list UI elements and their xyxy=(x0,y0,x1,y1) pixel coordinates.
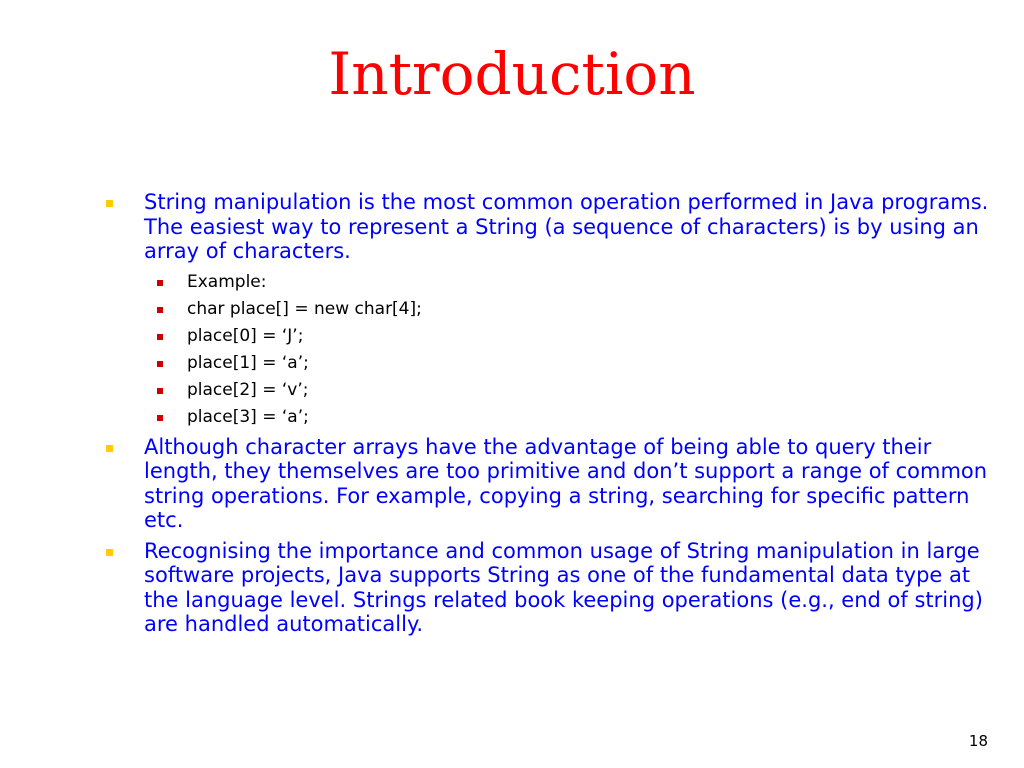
slide-title: Introduction xyxy=(328,40,696,108)
sub-bullet-text: place[0] = ‘J’; xyxy=(187,325,304,346)
sub-bullet-item xyxy=(102,350,992,377)
square-bullet-icon xyxy=(106,549,113,556)
bullet-item xyxy=(102,190,992,264)
square-bullet-icon xyxy=(157,415,163,421)
slide-content xyxy=(102,190,992,643)
sub-bullet-item xyxy=(102,269,992,296)
square-bullet-icon xyxy=(157,280,163,286)
sub-bullet-item xyxy=(102,323,992,350)
square-bullet-icon xyxy=(106,200,113,207)
sub-bullet-text: place[3] = ‘a’; xyxy=(187,406,309,427)
sub-bullet-item xyxy=(102,296,992,323)
square-bullet-icon xyxy=(157,388,163,394)
bullet-text: Recognising the importance and common usage of String manipulation in large software projects, Java supports String as one of the fundamental data type at the language level. Strings related book keeping operations (e.g., end of string) are handled automatically. xyxy=(144,538,983,636)
sub-bullet-text: place[1] = ‘a’; xyxy=(187,352,309,373)
bullet-text: Although character arrays have the advantage of being able to query their length, they themselves are too primitive and don’t support a range of common string operations. For example, copying a string, searching for specific pattern etc. xyxy=(144,434,988,532)
sub-bullet-item xyxy=(102,377,992,404)
sub-bullet-text: place[2] = ‘v’; xyxy=(187,379,309,400)
sub-bullet-text: char place[] = new char[4]; xyxy=(187,298,422,319)
square-bullet-icon xyxy=(157,361,163,367)
page-number: 18 xyxy=(968,732,988,750)
bullet-text: String manipulation is the most common operation performed in Java programs. The easiest way to represent a String (a sequence of characters) is by using an array of characters. xyxy=(144,190,989,263)
sub-bullet-text: Example: xyxy=(187,271,267,292)
bullet-item xyxy=(102,435,992,533)
square-bullet-icon xyxy=(157,334,163,340)
square-bullet-icon xyxy=(106,445,113,452)
square-bullet-icon xyxy=(157,307,163,313)
sub-bullet-item xyxy=(102,404,992,431)
sub-bullet-list xyxy=(102,269,992,431)
bullet-item xyxy=(102,539,992,637)
